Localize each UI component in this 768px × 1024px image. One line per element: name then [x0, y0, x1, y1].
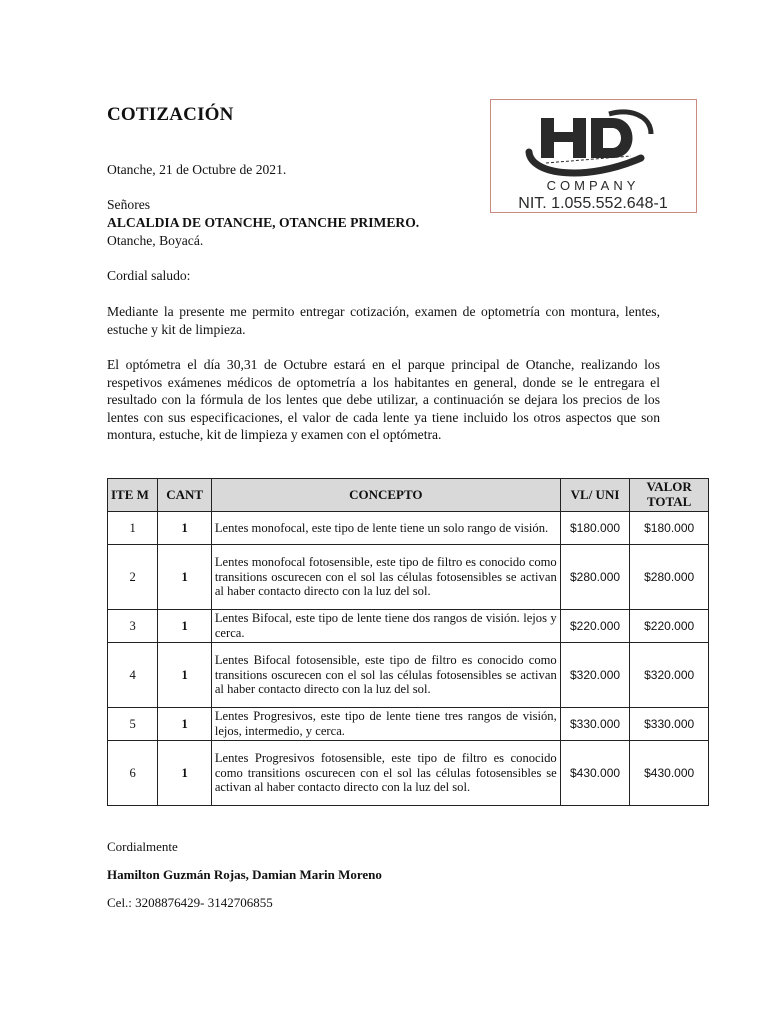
- row-total-value: $220.000: [630, 610, 709, 643]
- row-concept: Lentes monofocal, este tipo de lente tiene un solo rango de visión.: [211, 512, 560, 545]
- table-row: [108, 545, 709, 610]
- table-row: [108, 708, 709, 741]
- quotation-table: [107, 478, 709, 806]
- row-quantity: 1: [158, 708, 211, 741]
- header-qty: CANT: [158, 479, 211, 512]
- row-quantity: 1: [158, 643, 211, 708]
- table-header-row: [108, 479, 709, 512]
- row-quantity: 1: [158, 610, 211, 643]
- document-title: COTIZACIÓN: [107, 104, 234, 125]
- row-concept: Lentes Bifocal fotosensible, este tipo de filtro es conocido como transitions oscurecen con el sol las células fotosensibles se activan al haber contacto directo con la luz del sol.: [211, 643, 560, 708]
- row-item-number: 2: [108, 545, 158, 610]
- logo-company-text: COMPANY: [546, 178, 640, 193]
- row-concept: Lentes Progresivos fotosensible, este tipo de filtro es conocido como transitions oscurecen con el sol las células fotosensibles se activan al haber contacto directo con la luz del sol.: [211, 741, 560, 806]
- phone-number: Cel.: 3208876429- 3142706855: [107, 895, 273, 910]
- table-row: [108, 643, 709, 708]
- row-item-number: 5: [108, 708, 158, 741]
- paragraph-intro: Mediante la presente me permito entregar cotización, examen de optometría con montura, lentes, estuche y kit de limpieza.: [107, 304, 660, 337]
- row-unit-value: $330.000: [560, 708, 630, 741]
- signers: Hamilton Guzmán Rojas, Damian Marin Moreno: [107, 867, 382, 882]
- row-item-number: 1: [108, 512, 158, 545]
- row-quantity: 1: [158, 512, 211, 545]
- row-concept: Lentes Progresivos, este tipo de lente tiene tres rangos de visión, lejos, intermedio, y cerca.: [211, 708, 560, 741]
- row-concept: Lentes Bifocal, este tipo de lente tiene dos rangos de visión. lejos y cerca.: [211, 610, 560, 643]
- table-row: [108, 512, 709, 545]
- table-row: [108, 610, 709, 643]
- table-row: [108, 741, 709, 806]
- row-item-number: 3: [108, 610, 158, 643]
- row-unit-value: $280.000: [560, 545, 630, 610]
- row-total-value: $430.000: [630, 741, 709, 806]
- row-unit-value: $220.000: [560, 610, 630, 643]
- company-logo: [490, 99, 697, 213]
- recipient-location: Otanche, Boyacá.: [107, 233, 204, 248]
- row-unit-value: $430.000: [560, 741, 630, 806]
- closing: Cordialmente: [107, 839, 178, 854]
- row-unit-value: $320.000: [560, 643, 630, 708]
- row-total-value: $330.000: [630, 708, 709, 741]
- row-quantity: 1: [158, 545, 211, 610]
- row-unit-value: $180.000: [560, 512, 630, 545]
- header-total-value: VALOR TOTAL: [630, 479, 709, 512]
- header-concept: CONCEPTO: [211, 479, 560, 512]
- recipient: ALCALDIA DE OTANCHE, OTANCHE PRIMERO.: [107, 215, 420, 230]
- row-concept: Lentes monofocal fotosensible, este tipo de filtro es conocido como transitions oscurecen con el sol las células fotosensibles se activan al haber contacto directo con la luz del sol.: [211, 545, 560, 610]
- row-quantity: 1: [158, 741, 211, 806]
- row-total-value: $180.000: [630, 512, 709, 545]
- hd-logo-icon: [491, 100, 695, 211]
- row-item-number: 4: [108, 643, 158, 708]
- header-unit-value: VL/ UNI: [560, 479, 630, 512]
- row-total-value: $280.000: [630, 545, 709, 610]
- row-total-value: $320.000: [630, 643, 709, 708]
- paragraph-details: El optómetra el día 30,31 de Octubre estará en el parque principal de Otanche, realizando los respetivos exámenes médicos de optometría a los habitantes en general, donde se le entregara el resultado con la fórmula de los lentes que debe utilizar, a continuación se dejara los precios de los lentes con sus especificaciones, el valor de cada lente ya tiene incluido los otros aspectos que son montura, estuche, kit de limpieza y examen con el optómetra.: [107, 357, 660, 442]
- greeting: Cordial saludo:: [107, 268, 191, 283]
- row-item-number: 6: [108, 741, 158, 806]
- header-item: ITE M: [108, 479, 158, 512]
- date-line: Otanche, 21 de Octubre de 2021.: [107, 162, 287, 177]
- salutation: Señores: [107, 197, 151, 212]
- logo-nit-text: NIT. 1.055.552.648-1: [518, 195, 668, 211]
